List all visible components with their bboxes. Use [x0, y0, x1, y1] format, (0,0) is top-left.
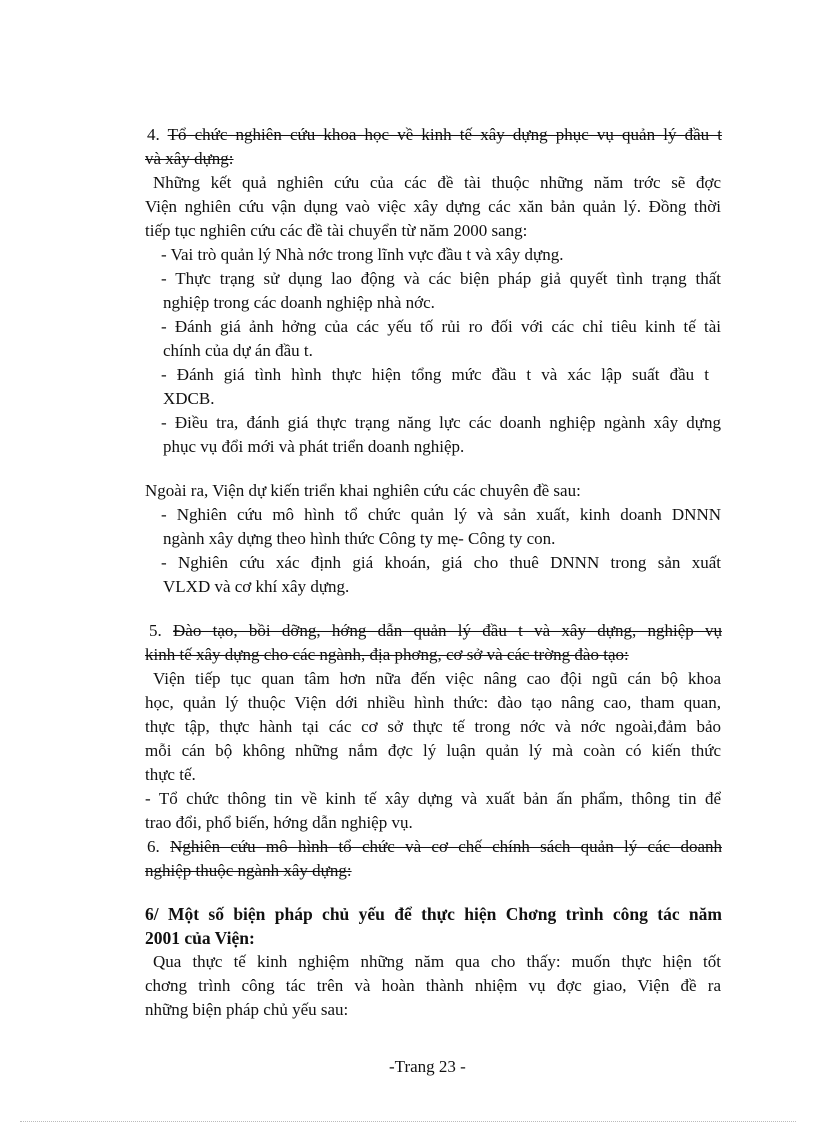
section6-heading-line2 [145, 860, 352, 882]
section5-title-text: Đào tạo, bồi dỡng, hớng dẫn quản lý đầu t và xây dựng, nghiệp vụ [173, 621, 723, 640]
section5-number: 5. [149, 621, 162, 640]
bullet-line: - Thực trạng sử dụng lao động và các biện pháp giả quyết tình trạng thất [161, 269, 721, 288]
section5-heading-line2 [145, 644, 629, 666]
measures-paragraph-line: những biện pháp chủ yếu sau: [145, 1000, 349, 1019]
section5-paragraph-line: - Tổ chức thông tin về kinh tế xây dựng và xuất bản ấn phẩm, thông tin để [145, 789, 721, 808]
section5-heading-line1 [149, 620, 722, 642]
bullet-line: - Vai trò quản lý Nhà nớc trong lĩnh vực đầu t và xây dựng. [161, 245, 564, 264]
section5-paragraph-line: thực tế. [145, 765, 196, 784]
section4-paragraph-line: tiếp tục nghiên cứu các đề tài chuyển từ năm 2000 sang: [145, 221, 528, 240]
section5-paragraph-line: mỗi cán bộ không những nắm đợc lý luận quản lý mà coàn có kiến thức [145, 741, 721, 760]
extra-intro: Ngoài ra, Viện dự kiến triển khai nghiên cứu các chuyên đề sau: [145, 481, 581, 500]
bullet-line: nghiệp trong các doanh nghiệp nhà nớc. [163, 293, 435, 312]
bullet-line: XDCB. [163, 389, 215, 408]
section6-heading-line1 [147, 836, 722, 858]
extra-line: - Nghiên cứu xác định giá khoán, giá cho thuê DNNN trong sản xuất [161, 553, 721, 572]
bullet-line: - Đánh giá tình hình thực hiện tổng mức đầu t và xác lập suất đầu t [161, 365, 709, 384]
measures-heading-line2: 2001 của Viện: [145, 928, 255, 948]
section6-number: 6. [147, 837, 160, 856]
extra-line: ngành xây dựng theo hình thức Công ty mẹ- Công ty con. [163, 529, 556, 548]
bullet-line: - Điều tra, đánh giá thực trạng năng lực các doanh nghiệp ngành xây dựng [161, 413, 721, 432]
section5-paragraph-line: trao đổi, phổ biến, hớng dẫn nghiệp vụ. [145, 813, 413, 832]
section4-title-text: Tổ chức nghiên cứu khoa học về kinh tế xây dựng phục vụ quản lý đầu t [167, 125, 723, 144]
section5-paragraph-line: thực tập, thực hành tại các cơ sở thực tế trong nớc và nớc ngoài,đảm bảo [145, 717, 721, 736]
section4-number: 4. [147, 125, 160, 144]
page-number: -Trang 23 - [389, 1057, 466, 1076]
section4-title-text-2: và xây dựng: [145, 149, 234, 168]
bullet-line: chính của dự án đầu t. [163, 341, 313, 360]
section6-title-text-2: nghiệp thuộc ngành xây dựng: [145, 861, 352, 880]
section4-paragraph-line: Những kết quả nghiên cứu của các đề tài thuộc những năm trớc sẽ đợc [153, 173, 721, 192]
measures-heading-line1: 6/ Một số biện pháp chủ yếu để thực hiện Chơng trình công tác năm [145, 904, 722, 924]
measures-paragraph-line: chơng trình công tác trên và hoàn thành nhiệm vụ đợc giao, Viện đề ra [145, 976, 721, 995]
section5-title-text-2: kinh tế xây dựng cho các ngành, địa phơng, cơ sở và các trờng đào tạo: [145, 645, 629, 664]
bullet-line: phục vụ đổi mới và phát triển doanh nghiệp. [163, 437, 465, 456]
section5-paragraph-line: học, quản lý thuộc Viện dới nhiều hình thức: đào tạo nâng cao, tham quan, [145, 693, 721, 712]
section4-heading-line2 [145, 148, 234, 170]
section4-paragraph-line: Viện nghiên cứu vận dụng vaò việc xây dựng các xăn bản quản lý. Đồng thời [145, 197, 721, 216]
extra-line: - Nghiên cứu mô hình tổ chức quản lý và sản xuất, kinh doanh DNNN [161, 505, 721, 524]
section5-paragraph-line: Viện tiếp tục quan tâm hơn nữa đến việc nâng cao đội ngũ cán bộ khoa [153, 669, 721, 688]
section4-heading-line1 [147, 124, 722, 146]
page-edge-divider [20, 1121, 796, 1122]
extra-line: VLXD và cơ khí xây dựng. [163, 577, 350, 596]
bullet-line: - Đánh giá ảnh hởng của các yếu tố rủi ro đối với các chỉ tiêu kinh tế tài [161, 317, 721, 336]
measures-paragraph-line: Qua thực tế kinh nghiệm những năm qua cho thấy: muốn thực hiện tốt [153, 952, 721, 971]
section6-title-text: Nghiên cứu mô hình tổ chức và cơ chế chính sách quản lý các doanh [170, 837, 722, 856]
